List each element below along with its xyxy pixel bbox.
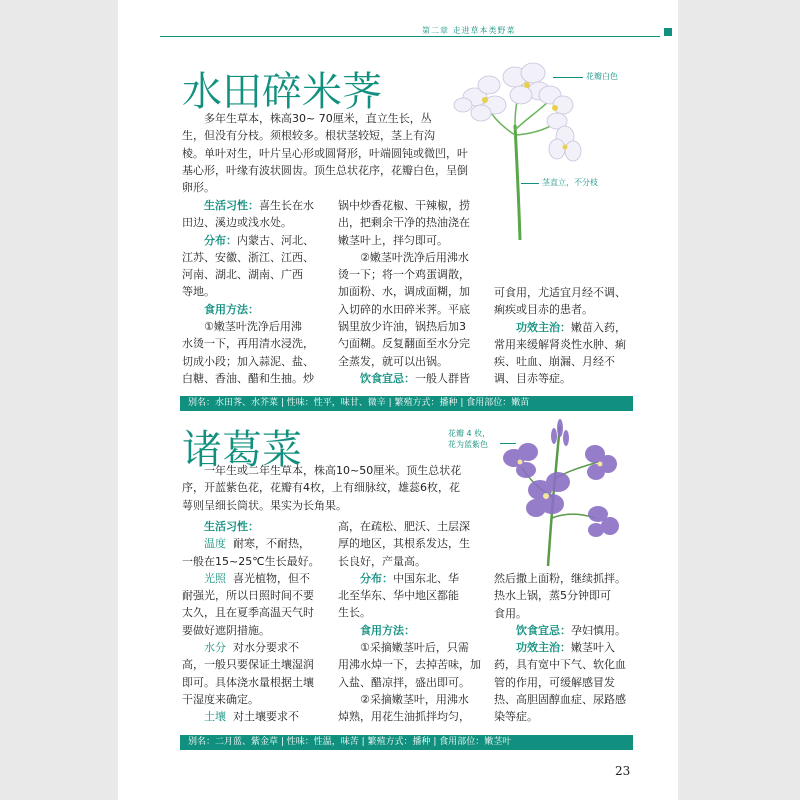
method-label: 食用方法： [360,623,415,637]
temp-text: 耐寒，不耐热， [233,537,310,551]
suit-text: 痢疾或目赤的患者。 [494,303,593,317]
plant1-note-stem: 茎直立，不分枝 [542,178,598,187]
habit-text: 田边、溪边或浅水处。 [182,216,292,230]
dist-text: 生长。 [338,606,371,620]
plant1-title: 水田碎米荠 [182,69,382,115]
intro-line: 序，开蓝紫色花，花瓣有4枚，上有细脉纹，雄蕊6枚，花 [182,481,460,495]
plant2-note-color: 花为蓝紫色 [448,440,488,449]
efficacy-label: 功效主治： [516,320,571,334]
method-label: 食用方法： [204,302,259,316]
intro-line: 卵形。 [182,181,215,195]
method-text: ②嫩茎叶洗净后用沸水 [360,250,469,264]
plant1-col2 [338,197,488,387]
method-text: 出，把剩余干净的热油浇在 [338,216,470,230]
water-text: 对水分要求不 [233,641,299,655]
method-text: 白糖、香油、醋和生抽。炒 [182,371,314,385]
callout-line [553,77,583,78]
method-text: 加面粉、水，调成面糊，加 [338,285,470,299]
dist-text: 内蒙古、河北、 [237,233,314,247]
efficacy-text: 常用来缓解肾炎性水肿、痢 [494,337,626,351]
header-square [664,28,672,36]
suit-text: 孕妇慎用。 [571,623,626,637]
callout-line [521,183,539,184]
light-text: 要做好遮阴措施。 [182,623,270,637]
method-text: ②采摘嫩茎叶，用沸水 [360,692,469,706]
efficacy-text: 染等症。 [494,710,538,724]
suit-label: 饮食宜忌： [360,371,415,385]
method-text: 食用。 [494,606,527,620]
plant2-info-bar: 别名：二月蓝、紫金草 | 性味：性温，味苦 | 繁殖方式：播种 | 食用部位：嫩茎叶 [180,735,633,750]
method-text: 入盐、醋凉拌，盛出即可。 [338,675,470,689]
habit-text: 喜生长在水 [259,199,314,212]
suit-text: 一般人群皆 [415,371,470,385]
dist-label: 分布： [204,233,237,247]
callout-line [500,443,516,444]
efficacy-label: 功效主治： [516,641,571,655]
temp-text: 一般在15~25℃生长最好。 [182,554,320,568]
plant1-col3 [494,284,639,388]
method-text: 勺面糊。反复翻面至水分完 [338,337,470,351]
dist-text: 中国东北、华 [393,571,459,585]
plant2-note-petals: 花瓣 4 枚， [448,429,491,438]
method-text: 热水上锅，蒸5分钟即可 [494,589,611,603]
plant2-col2 [338,518,488,726]
dist-text: 等地。 [182,285,215,299]
method-text: 用沸水焯一下，去掉苦味，加 [338,658,481,672]
dist-text: 北至华东、华中地区都能 [338,589,459,603]
method-text: 嫩茎叶上，拌匀即可。 [338,233,448,247]
method-text: 锅中炒香花椒、干辣椒，捞 [338,199,470,212]
plant2-title: 诸葛菜 [182,427,302,473]
light-text: 耐强光，所以日照时间不要 [182,589,314,603]
water-label: 水分 [204,641,226,655]
soil-text: 高，在疏松、肥沃、土层深 [338,520,470,533]
soil-label: 土壤 [204,710,226,724]
efficacy-text: 嫩茎叶入 [571,641,615,655]
dist-text: 河南、湖北、湖南、广西 [182,268,303,282]
soil-text: 厚的地区，其根系发达，生 [338,537,470,551]
water-text: 即可。具体浇水量根据土壤 [182,675,314,689]
intro-line: 棱。单叶对生，叶片呈心形或圆肾形，叶端圆钝或微凹，叶 [182,146,468,160]
dist-text: 江苏、安徽、浙江、江西、 [182,250,314,264]
intro-line: 萼则呈细长筒状。果实为长角果。 [182,498,347,512]
efficacy-text: 调、目赤等症。 [494,372,571,386]
method-text: 锅里放少许油，锅热后加3 [338,320,466,334]
plant1-col1 [182,197,332,387]
water-text: 干湿度来确定。 [182,692,259,706]
page-number: 23 [615,764,631,778]
efficacy-text: 管的作用，可缓解感冒发 [494,675,615,689]
plant2-intro [182,462,492,514]
suit-label: 饮食宜忌： [516,623,571,637]
efficacy-text: 药，具有宽中下气、软化血 [494,658,626,672]
habit-label: 生活习性： [204,199,259,212]
efficacy-text: 嫩苗入药， [571,320,626,334]
soil-text: 长良好，产量高。 [338,554,426,568]
plant2-col1 [182,518,332,726]
intro-line: 一年生或二年生草本，株高10~50厘米。顶生总状花 [204,464,462,477]
temp-label: 温度 [204,537,226,551]
light-label: 光照 [204,571,226,585]
plant2-flower-illustration [500,418,625,568]
plant1-info-bar: 别名：水田荠、水芥菜 | 性味：性平，味甘、微辛 | 繁殖方式：播种 | 食用部位：嫩苗 [180,396,633,411]
light-text: 太久，且在夏季高温天气时 [182,606,314,620]
method-text: 焯熟，用花生油抓拌均匀， [338,710,470,724]
method-text: 烫一下；将一个鸡蛋调散， [338,268,470,282]
soil-text: 对土壤要求不 [233,710,299,724]
dist-label: 分布： [360,571,393,585]
method-text: 全蒸发，就可以出锅。 [338,354,448,368]
intro-line: 生，但没有分枝。须根较多。根状茎较短，茎上有沟 [182,129,435,143]
method-text: 切成小段；加入蒜泥、盐、 [182,354,314,368]
header-rule [160,36,660,37]
habit-label: 生活习性： [204,520,259,533]
efficacy-text: 热、高胆固醇血症、尿路感 [494,693,626,707]
method-text: 然后撒上面粉，继续抓拌。 [494,572,626,585]
intro-line: 基心形，叶缘有波状圆齿。顶生总状花序，花瓣白色，呈倒 [182,163,468,177]
method-text: ①嫩茎叶洗净后用沸 [204,320,302,334]
method-text: ①采摘嫩茎叶后，只需 [360,641,469,655]
intro-line: 多年生草本，株高30~ 70厘米，直立生长，丛 [204,112,432,125]
light-text: 喜光植物，但不 [233,571,310,585]
method-text: 入切碎的水田碎米荠。平底 [338,302,470,316]
chapter-header: 第二章 走进草本类野菜 [422,26,516,35]
water-text: 高，一般只要保证土壤湿润 [182,658,314,672]
plant1-note-petal: 花瓣白色 [586,72,618,81]
efficacy-text: 疾、吐血、崩漏、月经不 [494,355,615,369]
plant2-col3 [494,570,639,726]
suit-text: 可食用，尤适宜月经不调、 [494,286,626,299]
method-text: 水烫一下，再用清水浸洗， [182,337,314,351]
